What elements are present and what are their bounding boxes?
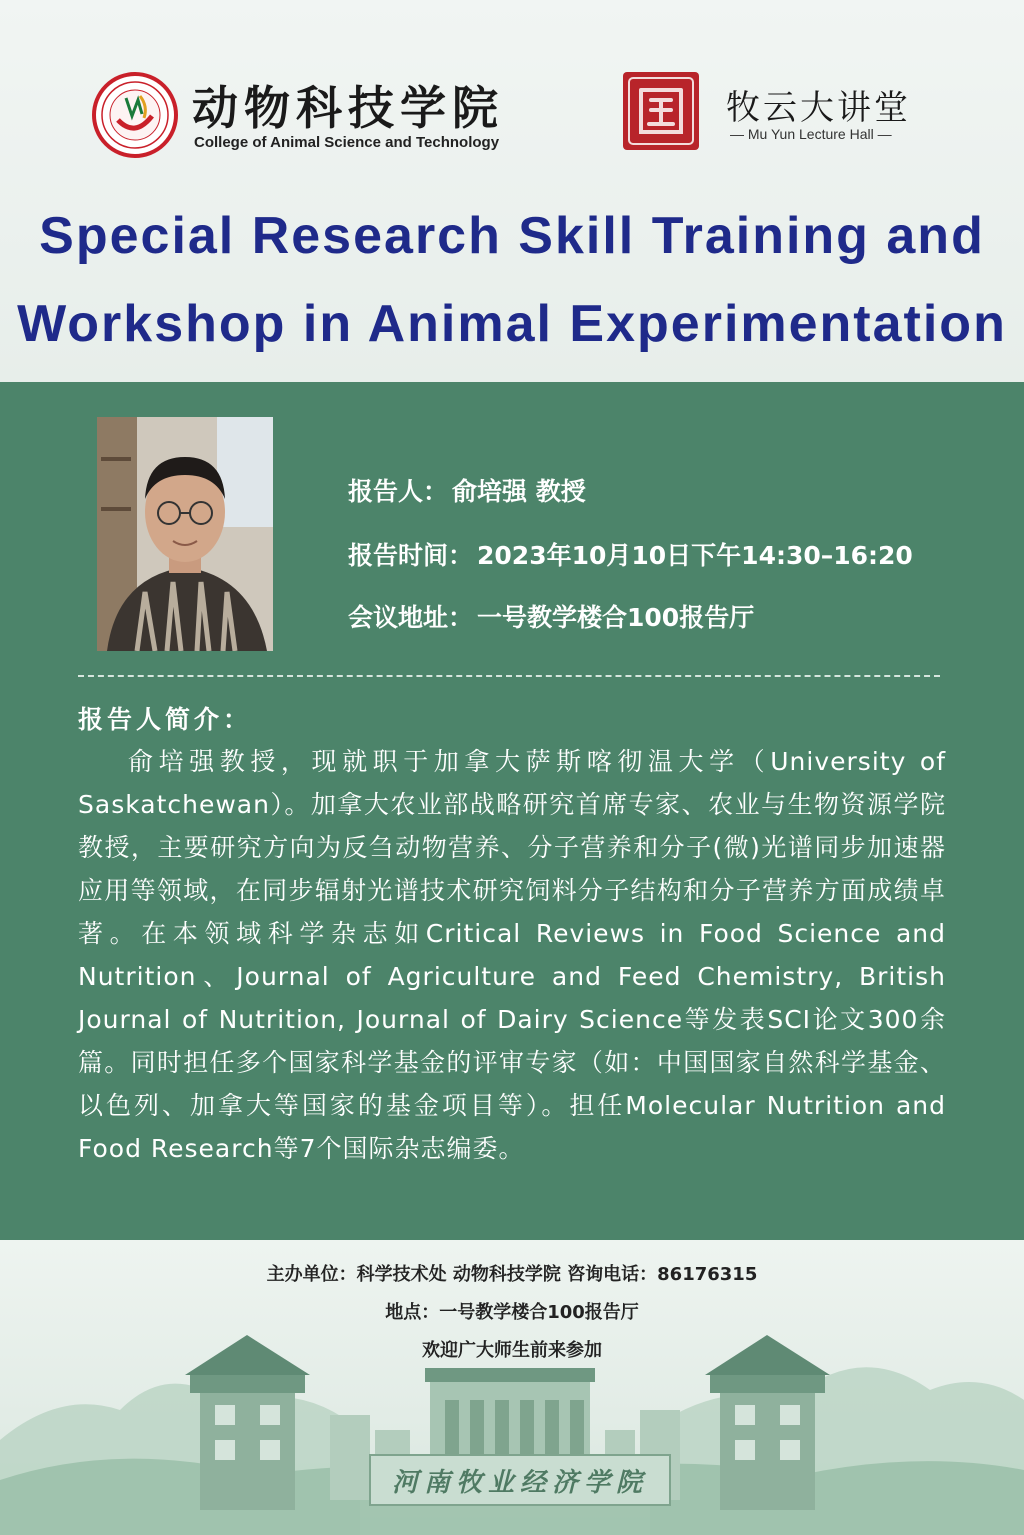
venue-label: 会议地址： (348, 603, 474, 632)
poster-footer (0, 1240, 1024, 1535)
seal-logo-icon (623, 72, 699, 150)
gate-sign: 河南牧业经济学院 (391, 1468, 648, 1498)
time-label: 报告时间： (348, 541, 474, 570)
time-line (348, 536, 913, 572)
lecture-hall-name-cn: 牧云大讲堂 (726, 88, 911, 128)
title-line-2: Workshop in Animal Experimentation (17, 295, 1007, 353)
location-line: 地点：一号教学楼合100报告厅 (385, 1302, 639, 1323)
college-emblem-icon (92, 72, 178, 158)
page-title (0, 192, 1024, 368)
speaker-value: 俞培强 教授 (452, 477, 586, 506)
bio-heading: 报告人简介： (78, 705, 253, 734)
speaker-label: 报告人： (348, 477, 449, 506)
welcome-line: 欢迎广大师生前来参加 (422, 1340, 602, 1361)
dashed-divider (78, 675, 940, 677)
speaker-line (348, 472, 586, 508)
poster-header (0, 0, 1024, 382)
organizer-line: 主办单位：科学技术处 动物科技学院 咨询电话：86176315 (266, 1264, 758, 1285)
college-name-en: College of Animal Science and Technology (194, 134, 500, 151)
college-logo (92, 72, 532, 152)
bio-text: 俞培强教授，现就职于加拿大萨斯喀彻温大学（University of Saskatchewan）。加拿大农业部战略研究首席专家、农业与生物资源学院教授，主要研究方向为反刍动物营养、分子营养和分子(微)光谱同步加速器应用等领域，在同步辐射光谱技术研究饲料分子结构和分子营养方面成绩卓著。在本领域科学杂志如Critical Reviews in Food Science and Nutrition、Journal of Agriculture and Feed Chemistry, British Journal of Nutrition, Journal of Dairy Science等发表SCI论文300余篇。同时担任多个国家科学基金的评审专家（如：中国国家自然科学基金、以色列、加拿大等国家的基金项目等）。担任Molecular Nutrition and Food Research等7个国际杂志编委。 (78, 747, 946, 1163)
time-value: 2023年10月10日下午14:30–16:20 (477, 541, 913, 570)
college-name-cn: 动物科技学院 (192, 81, 504, 135)
content-panel (0, 382, 1024, 1240)
title-line-1: Special Research Skill Training and (39, 207, 985, 265)
venue-line (348, 598, 754, 634)
speaker-photo (97, 417, 273, 651)
venue-value: 一号教学楼合100报告厅 (477, 603, 755, 632)
lecture-hall-name-en: — Mu Yun Lecture Hall — (730, 126, 892, 142)
